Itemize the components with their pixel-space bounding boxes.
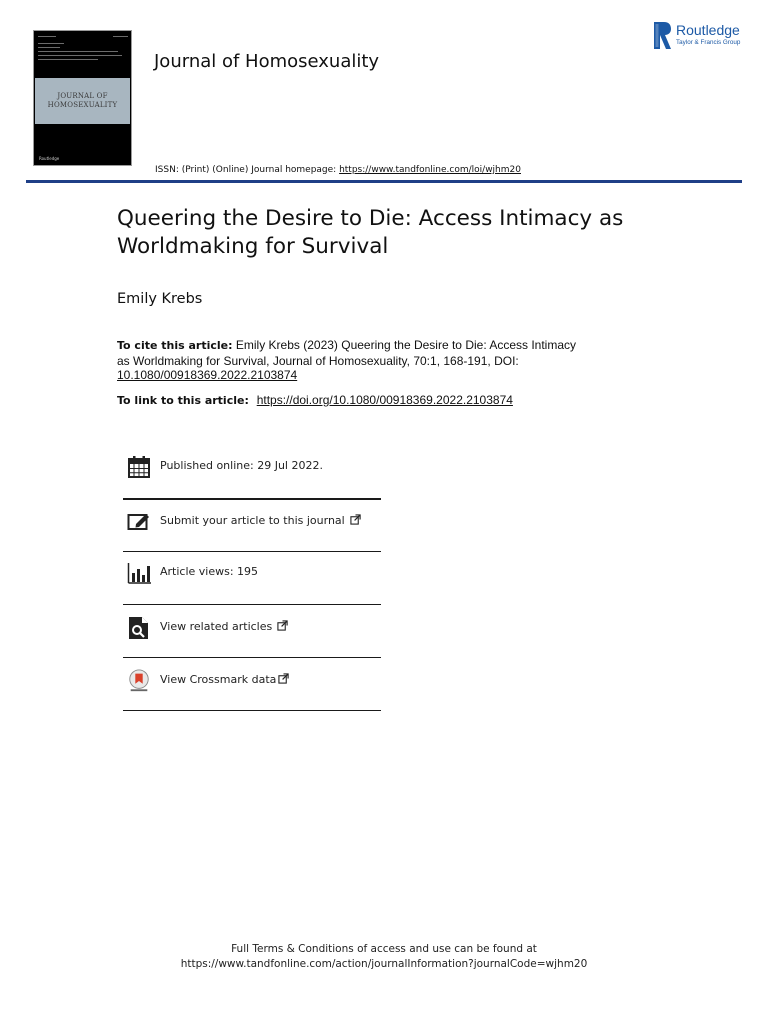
footer xyxy=(0,942,768,972)
author-name: Emily Krebs xyxy=(117,291,203,307)
related-articles-label[interactable]: View related articles xyxy=(160,620,288,633)
external-link-icon xyxy=(350,514,361,525)
cover-bottom-band xyxy=(35,124,130,164)
footer-terms-text: Full Terms & Conditions of access and use can be found at xyxy=(231,943,537,955)
cover-title-line-2: HOMOSEXUALITY xyxy=(47,101,118,109)
cite-doi-link[interactable]: 10.1080/00918369.2022.2103874 xyxy=(117,368,298,382)
info-row-submit[interactable] xyxy=(123,496,381,548)
info-row-views xyxy=(123,547,381,599)
info-row-published xyxy=(123,441,381,493)
bar-chart-icon xyxy=(127,561,151,585)
info-divider xyxy=(123,710,381,711)
link-label: To link to this article: xyxy=(117,394,253,407)
document-search-icon xyxy=(127,616,151,640)
crossmark-label[interactable]: View Crossmark data xyxy=(160,673,289,686)
routledge-r-icon xyxy=(652,21,672,51)
cite-label: To cite this article: xyxy=(117,339,233,352)
header-rule xyxy=(26,180,742,183)
article-link-line xyxy=(117,393,513,407)
cover-top-band xyxy=(35,32,130,78)
article-title: Queering the Desire to Die: Access Intimacy as Worldmaking for Survival xyxy=(117,206,624,259)
cover-title-band xyxy=(35,78,130,124)
external-link-icon xyxy=(278,673,289,684)
submit-article-label[interactable]: Submit your article to this journal xyxy=(160,514,361,527)
cover-title-line-1: JOURNAL OF xyxy=(57,92,108,100)
footer-terms-url[interactable]: https://www.tandfonline.com/action/journalInformation?journalCode=wjhm20 xyxy=(180,958,588,970)
issn-line xyxy=(155,165,521,175)
routledge-logo[interactable] xyxy=(652,21,752,51)
article-views-label: Article views: 195 xyxy=(160,565,259,578)
publisher-subtitle: Taylor & Francis Group xyxy=(676,39,741,46)
external-link-icon xyxy=(277,620,288,631)
cover-publisher: Routledge xyxy=(39,156,60,161)
info-row-related[interactable] xyxy=(123,602,381,654)
publisher-brand: Routledge xyxy=(676,22,740,38)
citation-block xyxy=(117,338,587,383)
journal-homepage-link[interactable]: https://www.tandfonline.com/loi/wjhm20 xyxy=(339,165,521,175)
article-doi-url[interactable]: https://doi.org/10.1080/00918369.2022.2103874 xyxy=(256,393,513,407)
cite-text: Emily Krebs (2023) Queering the Desire to Die: Access Intimacy as Worldmaking for Survival, Journal of Homosexuality, 70:1, 168-191, DOI: xyxy=(117,338,577,368)
issn-text: ISSN: (Print) (Online) Journal homepage: xyxy=(155,165,340,175)
edit-icon xyxy=(127,510,151,534)
crossmark-icon xyxy=(127,669,151,693)
published-online-label: Published online: 29 Jul 2022. xyxy=(160,459,323,472)
journal-cover-thumbnail xyxy=(33,30,132,166)
calendar-icon xyxy=(127,455,151,479)
info-row-crossmark[interactable] xyxy=(123,655,381,707)
journal-title: Journal of Homosexuality xyxy=(154,51,380,72)
